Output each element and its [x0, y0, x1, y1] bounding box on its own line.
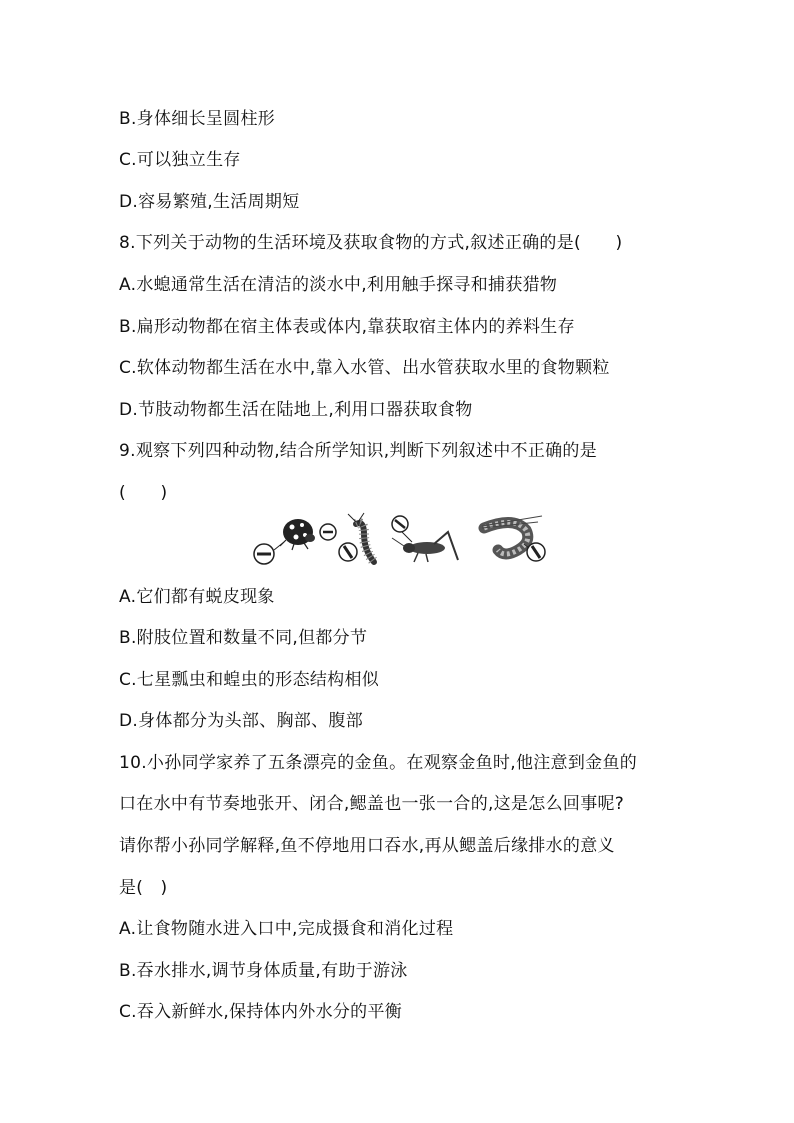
- q10-option-b: B.吞水排水,调节身体质量,有助于游泳: [119, 961, 408, 981]
- q9-option-b: B.附肢位置和数量不同,但都分节: [119, 628, 368, 648]
- animals-figure: [252, 510, 548, 576]
- q10-stem-line3: 请你帮小孙同学解释,鱼不停地用口吞水,再从鳃盖后缘排水的意义: [119, 836, 615, 856]
- q10-stem-line4: 是( ): [119, 878, 168, 898]
- q9-option-d: D.身体都分为头部、胸部、腹部: [119, 711, 363, 731]
- q7-option-d: D.容易繁殖,生活周期短: [119, 192, 300, 212]
- q10-stem-line2: 口在水中有节奏地张开、闭合,鳃盖也一张一合的,这是怎么回事呢?: [119, 794, 625, 814]
- q7-option-c: C.可以独立生存: [119, 150, 241, 170]
- q9-option-a: A.它们都有蜕皮现象: [119, 587, 275, 607]
- q9-stem-line1: 9.观察下列四种动物,结合所学知识,判断下列叙述中不正确的是: [119, 441, 598, 461]
- q10-option-c: C.吞入新鲜水,保持体内外水分的平衡: [119, 1002, 403, 1022]
- ladybug-icon: [254, 519, 315, 564]
- q8-option-c: C.软体动物都生活在水中,靠入水管、出水管获取水里的食物颗粒: [119, 358, 610, 378]
- q8-option-d: D.节肢动物都生活在陆地上,利用口器获取食物: [119, 400, 473, 420]
- shrimp-icon: [482, 516, 545, 561]
- q8-option-b: B.扁形动物都在宿主体表或体内,靠获取宿主体内的养料生存: [119, 317, 575, 337]
- q8-stem: 8.下列关于动物的生活环境及获取食物的方式,叙述正确的是( ): [119, 233, 623, 253]
- animals-figure-svg: [252, 510, 548, 576]
- q9-option-c: C.七星瓢虫和蝗虫的形态结构相似: [119, 670, 380, 690]
- q10-option-a: A.让食物随水进入口中,完成摄食和消化过程: [119, 919, 454, 939]
- centipede-icon: [320, 513, 374, 562]
- grasshopper-icon: [392, 516, 458, 562]
- q8-option-a: A.水螅通常生活在清洁的淡水中,利用触手探寻和捕获猎物: [119, 275, 558, 295]
- q10-stem-line1: 10.小孙同学家养了五条漂亮的金鱼。在观察金鱼时,他注意到金鱼的: [119, 753, 638, 773]
- q7-option-b: B.身体细长呈圆柱形: [119, 109, 276, 129]
- q9-stem-line2: ( ): [119, 483, 168, 503]
